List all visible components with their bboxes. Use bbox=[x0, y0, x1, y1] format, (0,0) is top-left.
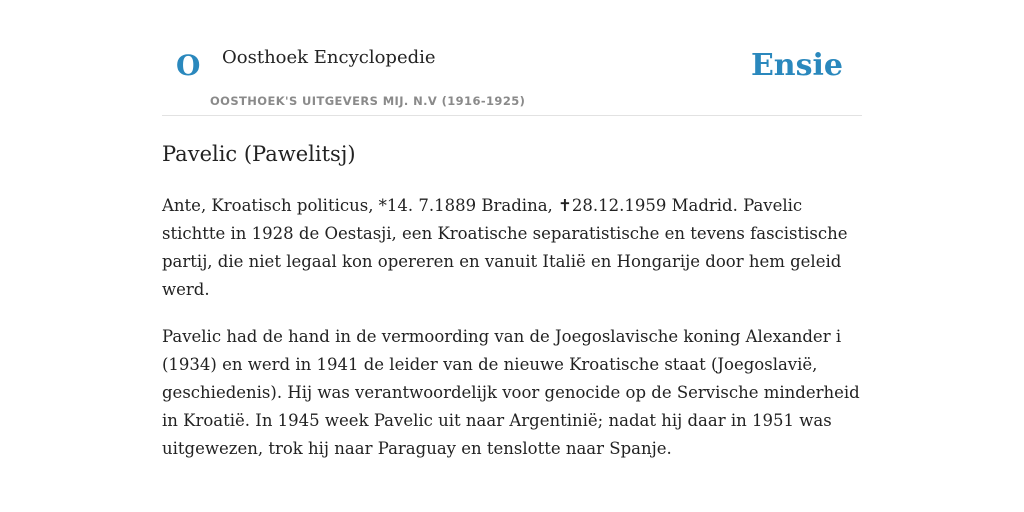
brand-logo[interactable]: Ensie bbox=[750, 48, 843, 83]
article-paragraph: Pavelic had de hand in de vermoording van de Joegoslavische koning Alexander i (1934) en werd in 1941 de leider van de nieuwe Kroatische staat (Joegoslavië, geschiedenis). Hij was verantwoordelijk voor genocide op de Servische minderheid in Kroatië. In 1945 week Pavelic uit naar Argentinië; nadat hij daar in 1951 was uitgewezen, trok hij naar Paraguay en tenslotte naar Spanje. bbox=[162, 327, 860, 458]
source-publisher: OOSTHOEK'S UITGEVERS MIJ. N.V (1916-1925) bbox=[210, 94, 526, 108]
source-header bbox=[162, 30, 862, 116]
source-title[interactable]: Oosthoek Encyclopedie bbox=[222, 47, 436, 68]
article-title: Pavelic (Pawelitsj) bbox=[162, 142, 356, 166]
article bbox=[162, 138, 862, 463]
article-paragraph: Ante, Kroatisch politicus, *14. 7.1889 Bradina, ✝28.12.1959 Madrid. Pavelic stichtte in 1928 de Oestasji, een Kroatische separatistische en tevens fascistische partij, die niet legaal kon opereren en vanuit Italië en Hongarije door hem geleid werd. bbox=[162, 196, 848, 299]
source-logo[interactable]: O bbox=[176, 49, 201, 82]
